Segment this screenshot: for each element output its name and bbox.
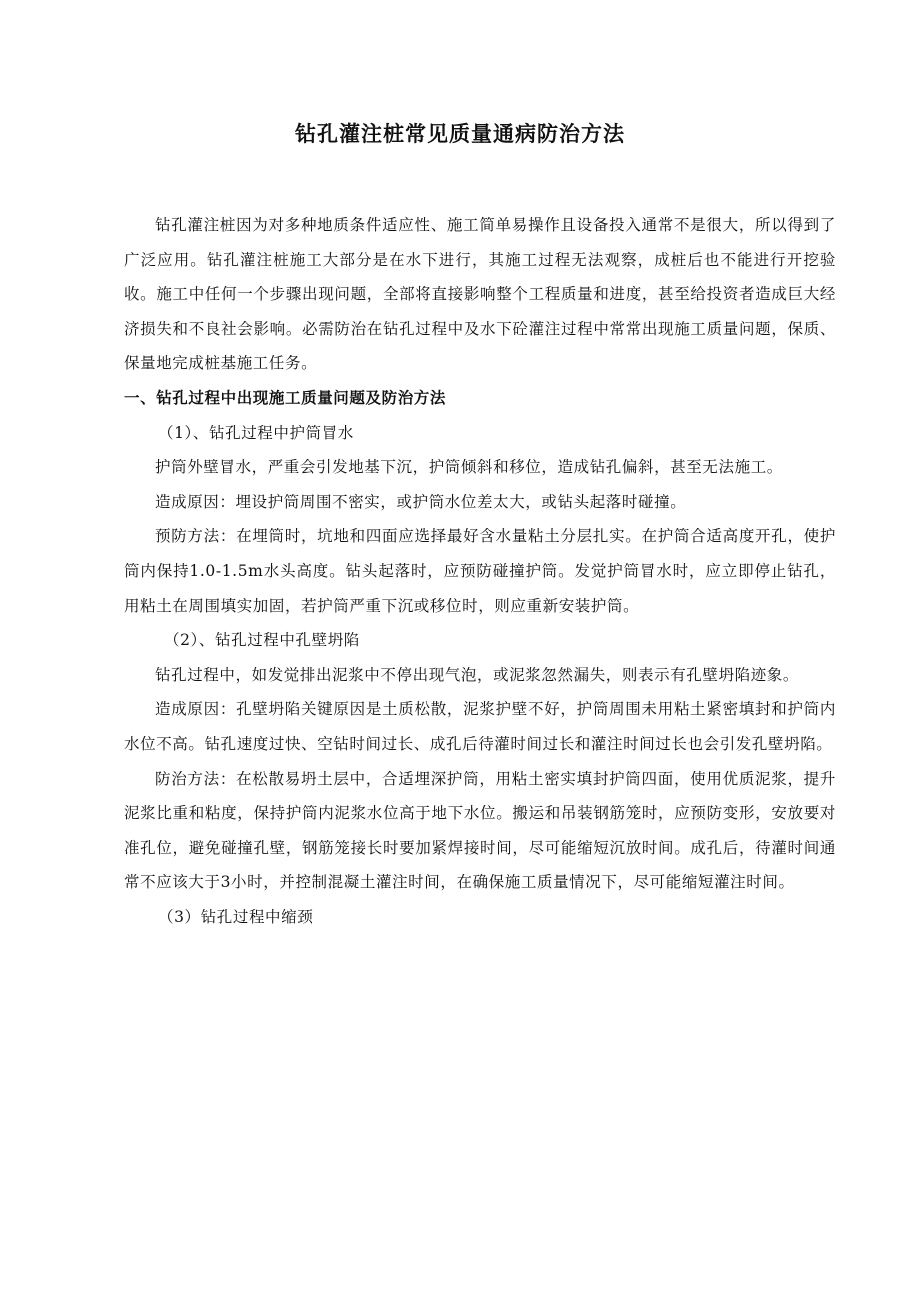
document-body bbox=[124, 208, 836, 934]
item1-heading: （1）、钻孔过程中护筒冒水 bbox=[158, 423, 354, 442]
item3-heading: （3）钻孔过程中缩颈 bbox=[158, 907, 314, 926]
item1-description: 护筒外壁冒水，严重会引发地基下沉，护筒倾斜和移位，造成钻孔偏斜，甚至无法施工。 bbox=[155, 458, 783, 477]
item1-prevention: 预防方法：在埋筒时，坑地和四面应选择最好含水量粘土分层扎实。在护筒合适高度开孔，使护筒内保持1.0-1.5m水头高度。钻头起落时，应预防碰撞护筒。发觉护筒冒水时，应立即停止钻孔，用粘土在周围填实加固，若护筒严重下沉或移位时，则应重新安装护筒。 bbox=[124, 527, 836, 615]
item2-cause: 造成原因：孔壁坍陷关键原因是土质松散，泥浆护壁不好，护筒周围未用粘土紧密填封和护筒内水位不高。钻孔速度过快、空钻时间过长、成孔后待灌时间过长和灌注时间过长也会引发孔壁坍陷。 bbox=[124, 700, 836, 753]
item1-cause: 造成原因：埋设护筒周围不密实，或护筒水位差太大，或钻头起落时碰撞。 bbox=[155, 492, 687, 511]
document-title: 钻孔灌注桩常见质量通病防治方法 bbox=[295, 121, 625, 146]
intro-paragraph: 钻孔灌注桩因为对多种地质条件适应性、施工简单易操作且设备投入通常不是很大，所以得到了广泛应用。钻孔灌注桩施工大部分是在水下进行，其施工过程无法观察，成桩后也不能进行开挖验收。施工中任何一个步骤出现问题，全部将直接影响整个工程质量和进度，甚至给投资者造成巨大经济损失和不良社会影响。必需防治在钻孔过程中及水下砼灌注过程中常常出现施工质量问题，保质、保量地完成桩基施工任务。 bbox=[124, 216, 836, 373]
item2-prevention: 防治方法：在松散易坍土层中，合适埋深护筒，用粘土密实填封护筒四面，使用优质泥浆，提升泥浆比重和粘度，保持护筒内泥浆水位高于地下水位。搬运和吊装钢筋笼时，应预防变形，安放要对准孔位，避免碰撞孔壁，钢筋笼接长时要加紧焊接时间，尽可能缩短沉放时间。成孔后，待灌时间通常不应该大于3小时，并控制混凝土灌注时间，在确保施工质量情况下，尽可能缩短灌注时间。 bbox=[124, 769, 836, 892]
item2-heading: （2）、钻孔过程中孔壁坍陷 bbox=[164, 631, 360, 650]
section-heading: 一、钻孔过程中出现施工质量问题及防治方法 bbox=[124, 387, 447, 407]
item2-description: 钻孔过程中，如发觉排出泥浆中不停出现气泡，或泥浆忽然漏失，则表示有孔壁坍陷迹象。 bbox=[155, 665, 800, 684]
